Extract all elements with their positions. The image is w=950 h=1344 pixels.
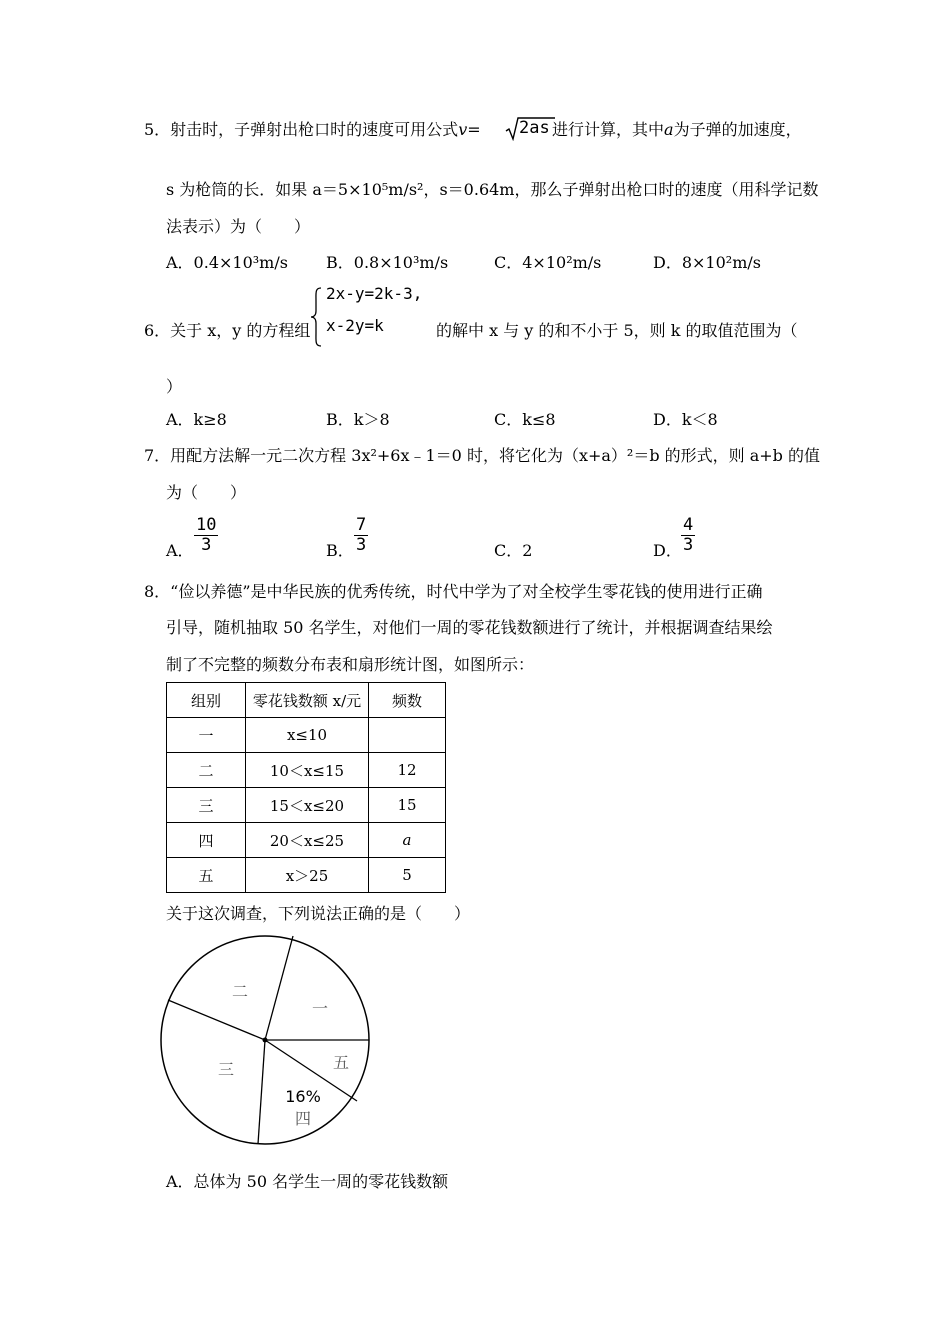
table-cell: 5 xyxy=(369,858,446,893)
q7-option-a-fraction[interactable] xyxy=(194,516,218,555)
pie-label-group-5: 五 xyxy=(332,1053,350,1072)
table-cell: 10＜x≤15 xyxy=(246,753,369,788)
table-cell: 三 xyxy=(167,788,246,823)
table-cell: 15＜x≤20 xyxy=(246,788,369,823)
pie-divider xyxy=(168,1000,265,1040)
q5-line1-rest xyxy=(552,120,802,140)
pie-label-group-3: 三 xyxy=(217,1060,235,1079)
q8-line3: 制了不完整的频数分布表和扇形统计图，如图所示： xyxy=(166,655,535,674)
q6-option-b[interactable]: B．k＞8 xyxy=(326,410,390,429)
q7-option-c[interactable]: C．2 xyxy=(494,541,533,560)
fraction-denominator: 3 xyxy=(683,535,694,555)
q6-prefix: 6．关于 x，y 的方程组 xyxy=(144,321,311,340)
q5-text-a: 5．射击时，子弹射出枪口时的速度可用公式 xyxy=(144,120,459,139)
q8-line1: 8．“俭以养德”是中华民族的优秀传统，时代中学为了对全校学生零花钱的使用进行正确 xyxy=(144,582,763,601)
pie-center xyxy=(263,1038,268,1043)
pie-label-group-4: 四 xyxy=(294,1109,312,1128)
q7-option-b-fraction[interactable] xyxy=(354,516,368,555)
fraction-denominator: 3 xyxy=(201,535,212,555)
equation-1: 2x-y=2k-3, xyxy=(326,284,423,303)
q8-question: 关于这次调查，下列说法正确的是（ ） xyxy=(166,904,471,923)
q5-option-a[interactable]: A．0.4×10³m/s xyxy=(166,253,288,272)
q5-var-v: v xyxy=(458,120,468,139)
sqrt-content: 2as xyxy=(519,118,550,138)
fraction-numerator: 10 xyxy=(196,515,217,535)
table-cell: 20＜x≤25 xyxy=(246,823,369,858)
q7-option-d-label[interactable]: D． xyxy=(653,541,682,560)
q5-line3: 法表示）为（ ） xyxy=(166,217,311,236)
table-cell: 一 xyxy=(167,718,246,753)
q8-line2: 引导，随机抽取 50 名学生，对他们一周的零花钱数额进行了统计，并根据调查结果绘 xyxy=(166,618,773,637)
frequency-table xyxy=(166,682,446,893)
table-row xyxy=(167,788,446,823)
fraction-numerator: 7 xyxy=(356,515,367,535)
table-cell: 五 xyxy=(167,858,246,893)
q6-option-d[interactable]: D．k＜8 xyxy=(653,410,718,429)
q5-text-b: 进行计算，其中 xyxy=(552,120,665,139)
pie-percent-label: 16% xyxy=(285,1087,321,1106)
q8-option-a[interactable]: A．总体为 50 名学生一周的零花钱数额 xyxy=(166,1172,449,1191)
table-cell: 二 xyxy=(167,753,246,788)
pie-label-group-1: 一 xyxy=(311,999,329,1018)
table-cell: 四 xyxy=(167,823,246,858)
q7-option-a-label[interactable]: A． xyxy=(166,541,194,560)
q6-close: ） xyxy=(166,377,183,396)
fraction-numerator: 4 xyxy=(683,515,694,535)
table-cell: x＞25 xyxy=(246,858,369,893)
q5-option-b[interactable]: B．0.8×10³m/s xyxy=(326,253,449,272)
q5-var-a: a xyxy=(664,120,674,139)
table-cell: a xyxy=(369,823,446,858)
q5-option-d[interactable]: D．8×10²m/s xyxy=(653,253,761,272)
pie-chart xyxy=(160,929,380,1151)
pie-divider xyxy=(265,936,293,1040)
system-brace xyxy=(310,287,322,347)
q6-option-a[interactable]: A．k≥8 xyxy=(166,410,227,429)
table-row xyxy=(167,858,446,893)
table-cell: 12 xyxy=(369,753,446,788)
table-header-row xyxy=(167,683,446,718)
table-row xyxy=(167,823,446,858)
table-cell: 15 xyxy=(369,788,446,823)
q5-option-c[interactable]: C．4×10²m/s xyxy=(494,253,602,272)
q7-line1: 7．用配方法解一元二次方程 3x²+6x﹣1＝0 时，将它化为（x+a）²＝b 的形式，则 a+b 的值 xyxy=(144,446,821,465)
q7-option-d-fraction[interactable] xyxy=(681,516,695,555)
table-cell xyxy=(369,718,446,753)
pie-label-group-2: 二 xyxy=(231,982,249,1001)
q7-line2: 为（ ） xyxy=(166,483,247,502)
table-cell: x≤10 xyxy=(246,718,369,753)
fraction-denominator: 3 xyxy=(356,535,367,555)
q5-line2: s 为枪筒的长．如果 a＝5×10⁵m/s²，s＝0.64m，那么子弹射出枪口时的速度（用科学记数 xyxy=(166,180,819,199)
table-header: 组别 xyxy=(167,683,246,718)
table-row xyxy=(167,753,446,788)
q7-option-b-label[interactable]: B． xyxy=(326,541,354,560)
pie-divider xyxy=(258,1040,265,1144)
q5-line1 xyxy=(144,120,481,140)
table-header: 零花钱数额 x/元 xyxy=(246,683,369,718)
table-row xyxy=(167,718,446,753)
equation-2: x-2y=k xyxy=(326,316,384,335)
q6-option-c[interactable]: C．k≤8 xyxy=(494,410,556,429)
q6-suffix: 的解中 x 与 y 的和不小于 5，则 k 的取值范围为（ xyxy=(436,321,798,340)
q5-text-c: 为子弹的加速度， xyxy=(673,120,802,139)
table-header: 频数 xyxy=(369,683,446,718)
q5-eq: = xyxy=(467,120,481,139)
